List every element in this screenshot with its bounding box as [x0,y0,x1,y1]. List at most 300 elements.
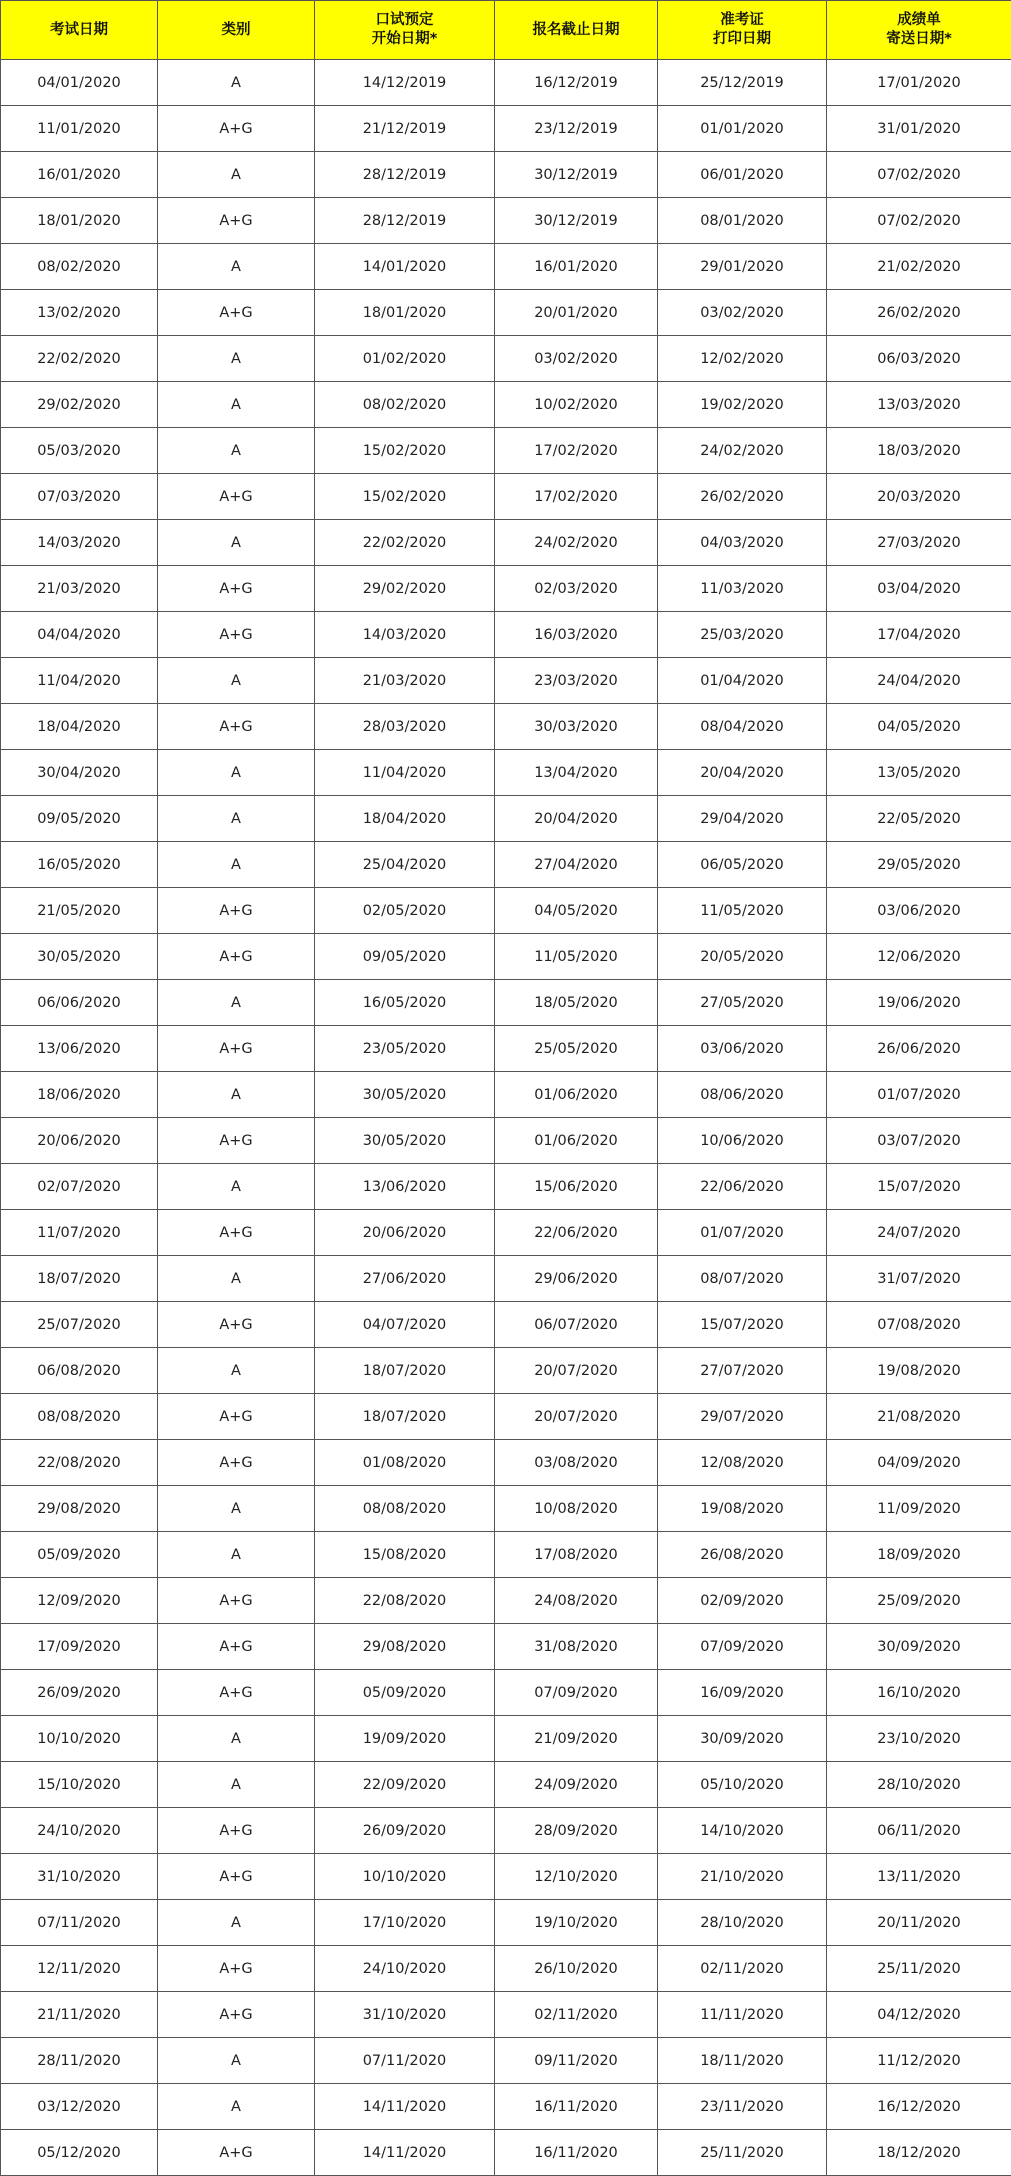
cell-category: A+G [158,1854,315,1900]
table-row [1,934,1011,980]
cell-exam-date: 04/04/2020 [1,612,158,658]
cell-admission-ticket-print-date: 23/11/2020 [658,2084,827,2130]
table-row [1,1210,1011,1256]
cell-registration-deadline: 30/12/2019 [495,152,658,198]
cell-speaking-start-date: 23/05/2020 [315,1026,495,1072]
cell-transcript-mailing-date: 28/10/2020 [827,1762,1011,1808]
cell-transcript-mailing-date: 27/03/2020 [827,520,1011,566]
table-row [1,474,1011,520]
cell-transcript-mailing-date: 29/05/2020 [827,842,1011,888]
cell-speaking-start-date: 08/02/2020 [315,382,495,428]
cell-registration-deadline: 03/08/2020 [495,1440,658,1486]
cell-speaking-start-date: 29/08/2020 [315,1624,495,1670]
cell-speaking-start-date: 24/10/2020 [315,1946,495,1992]
cell-transcript-mailing-date: 06/11/2020 [827,1808,1011,1854]
cell-exam-date: 13/06/2020 [1,1026,158,1072]
cell-speaking-start-date: 10/10/2020 [315,1854,495,1900]
cell-transcript-mailing-date: 26/06/2020 [827,1026,1011,1072]
table-row [1,1118,1011,1164]
cell-category: A [158,1486,315,1532]
cell-speaking-start-date: 11/04/2020 [315,750,495,796]
cell-admission-ticket-print-date: 26/08/2020 [658,1532,827,1578]
cell-exam-date: 09/05/2020 [1,796,158,842]
cell-speaking-start-date: 15/02/2020 [315,474,495,520]
cell-registration-deadline: 22/06/2020 [495,1210,658,1256]
cell-registration-deadline: 16/03/2020 [495,612,658,658]
cell-admission-ticket-print-date: 27/07/2020 [658,1348,827,1394]
cell-registration-deadline: 19/10/2020 [495,1900,658,1946]
cell-exam-date: 10/10/2020 [1,1716,158,1762]
cell-registration-deadline: 17/02/2020 [495,474,658,520]
cell-transcript-mailing-date: 25/09/2020 [827,1578,1011,1624]
cell-speaking-start-date: 14/12/2019 [315,60,495,106]
cell-exam-date: 11/04/2020 [1,658,158,704]
cell-registration-deadline: 16/01/2020 [495,244,658,290]
table-row [1,336,1011,382]
cell-exam-date: 22/02/2020 [1,336,158,382]
cell-exam-date: 02/07/2020 [1,1164,158,1210]
table-header [1,1,1011,60]
cell-category: A+G [158,612,315,658]
cell-exam-date: 06/08/2020 [1,1348,158,1394]
cell-registration-deadline: 17/08/2020 [495,1532,658,1578]
cell-transcript-mailing-date: 23/10/2020 [827,1716,1011,1762]
header-label-line: 准考证 [662,11,822,30]
header-label-line: 考试日期 [5,21,153,40]
cell-transcript-mailing-date: 04/12/2020 [827,1992,1011,2038]
cell-category: A [158,980,315,1026]
header-label-line: 口试预定 [319,11,490,30]
cell-admission-ticket-print-date: 08/07/2020 [658,1256,827,1302]
cell-exam-date: 20/06/2020 [1,1118,158,1164]
cell-exam-date: 16/01/2020 [1,152,158,198]
cell-transcript-mailing-date: 16/10/2020 [827,1670,1011,1716]
header-label-line: 打印日期 [662,30,822,49]
cell-transcript-mailing-date: 18/03/2020 [827,428,1011,474]
cell-speaking-start-date: 18/07/2020 [315,1348,495,1394]
cell-speaking-start-date: 18/04/2020 [315,796,495,842]
header-label-line: 寄送日期* [831,30,1007,49]
cell-registration-deadline: 09/11/2020 [495,2038,658,2084]
cell-transcript-mailing-date: 18/12/2020 [827,2130,1011,2176]
cell-transcript-mailing-date: 13/03/2020 [827,382,1011,428]
table-row [1,152,1011,198]
cell-admission-ticket-print-date: 11/11/2020 [658,1992,827,2038]
cell-exam-date: 11/01/2020 [1,106,158,152]
cell-category: A+G [158,1946,315,1992]
cell-category: A+G [158,934,315,980]
cell-admission-ticket-print-date: 05/10/2020 [658,1762,827,1808]
cell-transcript-mailing-date: 11/09/2020 [827,1486,1011,1532]
cell-exam-date: 11/07/2020 [1,1210,158,1256]
cell-admission-ticket-print-date: 29/01/2020 [658,244,827,290]
cell-speaking-start-date: 21/03/2020 [315,658,495,704]
cell-exam-date: 26/09/2020 [1,1670,158,1716]
cell-registration-deadline: 30/03/2020 [495,704,658,750]
cell-transcript-mailing-date: 07/08/2020 [827,1302,1011,1348]
cell-exam-date: 24/10/2020 [1,1808,158,1854]
cell-registration-deadline: 16/11/2020 [495,2084,658,2130]
cell-admission-ticket-print-date: 15/07/2020 [658,1302,827,1348]
cell-registration-deadline: 17/02/2020 [495,428,658,474]
cell-category: A [158,750,315,796]
cell-exam-date: 18/04/2020 [1,704,158,750]
table-row [1,244,1011,290]
cell-transcript-mailing-date: 11/12/2020 [827,2038,1011,2084]
cell-category: A+G [158,1394,315,1440]
cell-transcript-mailing-date: 26/02/2020 [827,290,1011,336]
cell-exam-date: 08/02/2020 [1,244,158,290]
cell-registration-deadline: 24/08/2020 [495,1578,658,1624]
cell-category: A [158,336,315,382]
cell-category: A [158,428,315,474]
cell-category: A+G [158,198,315,244]
cell-transcript-mailing-date: 24/07/2020 [827,1210,1011,1256]
cell-admission-ticket-print-date: 08/04/2020 [658,704,827,750]
cell-category: A [158,842,315,888]
cell-speaking-start-date: 30/05/2020 [315,1072,495,1118]
cell-category: A+G [158,1440,315,1486]
table-row [1,520,1011,566]
header-admission-ticket-print-date [658,1,827,60]
table-row [1,1578,1011,1624]
cell-exam-date: 29/02/2020 [1,382,158,428]
cell-speaking-start-date: 07/11/2020 [315,2038,495,2084]
cell-admission-ticket-print-date: 28/10/2020 [658,1900,827,1946]
cell-admission-ticket-print-date: 22/06/2020 [658,1164,827,1210]
cell-transcript-mailing-date: 20/11/2020 [827,1900,1011,1946]
cell-admission-ticket-print-date: 29/04/2020 [658,796,827,842]
cell-registration-deadline: 15/06/2020 [495,1164,658,1210]
header-row [1,1,1011,60]
cell-exam-date: 03/12/2020 [1,2084,158,2130]
cell-transcript-mailing-date: 03/07/2020 [827,1118,1011,1164]
table-row [1,1900,1011,1946]
cell-speaking-start-date: 25/04/2020 [315,842,495,888]
cell-exam-date: 05/12/2020 [1,2130,158,2176]
cell-registration-deadline: 13/04/2020 [495,750,658,796]
table-row [1,1072,1011,1118]
cell-category: A [158,152,315,198]
cell-registration-deadline: 27/04/2020 [495,842,658,888]
cell-speaking-start-date: 20/06/2020 [315,1210,495,1256]
cell-speaking-start-date: 28/03/2020 [315,704,495,750]
table-row [1,1532,1011,1578]
cell-speaking-start-date: 14/03/2020 [315,612,495,658]
cell-category: A [158,796,315,842]
cell-admission-ticket-print-date: 08/01/2020 [658,198,827,244]
table-row [1,1992,1011,2038]
cell-speaking-start-date: 21/12/2019 [315,106,495,152]
cell-category: A+G [158,290,315,336]
cell-transcript-mailing-date: 04/05/2020 [827,704,1011,750]
cell-registration-deadline: 06/07/2020 [495,1302,658,1348]
table-row [1,1256,1011,1302]
cell-category: A [158,60,315,106]
table-row [1,2130,1011,2176]
table-row [1,1808,1011,1854]
cell-category: A+G [158,1026,315,1072]
cell-speaking-start-date: 22/09/2020 [315,1762,495,1808]
cell-transcript-mailing-date: 06/03/2020 [827,336,1011,382]
cell-registration-deadline: 16/11/2020 [495,2130,658,2176]
cell-exam-date: 12/11/2020 [1,1946,158,1992]
cell-registration-deadline: 31/08/2020 [495,1624,658,1670]
cell-transcript-mailing-date: 04/09/2020 [827,1440,1011,1486]
cell-registration-deadline: 24/09/2020 [495,1762,658,1808]
cell-admission-ticket-print-date: 01/07/2020 [658,1210,827,1256]
table-row [1,1440,1011,1486]
cell-registration-deadline: 20/04/2020 [495,796,658,842]
cell-category: A [158,520,315,566]
cell-transcript-mailing-date: 07/02/2020 [827,152,1011,198]
table-row [1,60,1011,106]
cell-transcript-mailing-date: 24/04/2020 [827,658,1011,704]
cell-category: A [158,2038,315,2084]
cell-exam-date: 07/03/2020 [1,474,158,520]
cell-category: A [158,244,315,290]
header-label-line: 开始日期* [319,30,490,49]
cell-registration-deadline: 26/10/2020 [495,1946,658,1992]
cell-registration-deadline: 30/12/2019 [495,198,658,244]
cell-exam-date: 18/07/2020 [1,1256,158,1302]
cell-admission-ticket-print-date: 11/03/2020 [658,566,827,612]
cell-category: A [158,1716,315,1762]
cell-admission-ticket-print-date: 20/05/2020 [658,934,827,980]
cell-speaking-start-date: 28/12/2019 [315,198,495,244]
cell-admission-ticket-print-date: 12/08/2020 [658,1440,827,1486]
cell-speaking-start-date: 22/02/2020 [315,520,495,566]
table-row [1,658,1011,704]
cell-transcript-mailing-date: 13/05/2020 [827,750,1011,796]
cell-category: A+G [158,888,315,934]
cell-admission-ticket-print-date: 25/12/2019 [658,60,827,106]
table-row [1,980,1011,1026]
cell-registration-deadline: 20/01/2020 [495,290,658,336]
cell-exam-date: 08/08/2020 [1,1394,158,1440]
cell-admission-ticket-print-date: 03/02/2020 [658,290,827,336]
cell-speaking-start-date: 17/10/2020 [315,1900,495,1946]
table-row [1,612,1011,658]
cell-category: A+G [158,2130,315,2176]
header-transcript-mailing-date [827,1,1011,60]
header-label-line: 类别 [162,21,310,40]
cell-admission-ticket-print-date: 25/11/2020 [658,2130,827,2176]
cell-speaking-start-date: 04/07/2020 [315,1302,495,1348]
table-row [1,428,1011,474]
cell-registration-deadline: 25/05/2020 [495,1026,658,1072]
cell-transcript-mailing-date: 03/04/2020 [827,566,1011,612]
table-row [1,1394,1011,1440]
cell-transcript-mailing-date: 15/07/2020 [827,1164,1011,1210]
cell-category: A [158,1072,315,1118]
table-row [1,1716,1011,1762]
table-row [1,796,1011,842]
cell-registration-deadline: 12/10/2020 [495,1854,658,1900]
cell-transcript-mailing-date: 25/11/2020 [827,1946,1011,1992]
table-row [1,1854,1011,1900]
cell-category: A+G [158,1624,315,1670]
cell-admission-ticket-print-date: 10/06/2020 [658,1118,827,1164]
cell-registration-deadline: 21/09/2020 [495,1716,658,1762]
cell-transcript-mailing-date: 03/06/2020 [827,888,1011,934]
cell-admission-ticket-print-date: 30/09/2020 [658,1716,827,1762]
table-row [1,1302,1011,1348]
cell-registration-deadline: 10/02/2020 [495,382,658,428]
cell-registration-deadline: 03/02/2020 [495,336,658,382]
cell-transcript-mailing-date: 30/09/2020 [827,1624,1011,1670]
cell-registration-deadline: 28/09/2020 [495,1808,658,1854]
cell-exam-date: 21/11/2020 [1,1992,158,2038]
cell-transcript-mailing-date: 01/07/2020 [827,1072,1011,1118]
cell-transcript-mailing-date: 17/04/2020 [827,612,1011,658]
cell-admission-ticket-print-date: 29/07/2020 [658,1394,827,1440]
cell-admission-ticket-print-date: 02/11/2020 [658,1946,827,1992]
table-row [1,106,1011,152]
table-row [1,842,1011,888]
cell-transcript-mailing-date: 18/09/2020 [827,1532,1011,1578]
cell-speaking-start-date: 26/09/2020 [315,1808,495,1854]
cell-registration-deadline: 24/02/2020 [495,520,658,566]
cell-category: A+G [158,106,315,152]
cell-speaking-start-date: 18/01/2020 [315,290,495,336]
table-row [1,704,1011,750]
cell-registration-deadline: 23/12/2019 [495,106,658,152]
cell-category: A+G [158,1578,315,1624]
header-label-line: 成绩单 [831,11,1007,30]
cell-admission-ticket-print-date: 20/04/2020 [658,750,827,796]
cell-exam-date: 18/01/2020 [1,198,158,244]
cell-exam-date: 17/09/2020 [1,1624,158,1670]
cell-admission-ticket-print-date: 12/02/2020 [658,336,827,382]
cell-admission-ticket-print-date: 08/06/2020 [658,1072,827,1118]
cell-admission-ticket-print-date: 21/10/2020 [658,1854,827,1900]
cell-admission-ticket-print-date: 01/04/2020 [658,658,827,704]
table-row [1,2038,1011,2084]
cell-category: A+G [158,1808,315,1854]
cell-admission-ticket-print-date: 24/02/2020 [658,428,827,474]
table-row [1,1762,1011,1808]
cell-exam-date: 29/08/2020 [1,1486,158,1532]
cell-registration-deadline: 07/09/2020 [495,1670,658,1716]
cell-speaking-start-date: 30/05/2020 [315,1118,495,1164]
table-row [1,290,1011,336]
cell-admission-ticket-print-date: 19/02/2020 [658,382,827,428]
table-row [1,566,1011,612]
cell-exam-date: 31/10/2020 [1,1854,158,1900]
cell-transcript-mailing-date: 20/03/2020 [827,474,1011,520]
cell-category: A+G [158,1992,315,2038]
table-row [1,1946,1011,1992]
table-row [1,1670,1011,1716]
cell-admission-ticket-print-date: 16/09/2020 [658,1670,827,1716]
cell-speaking-start-date: 09/05/2020 [315,934,495,980]
cell-speaking-start-date: 18/07/2020 [315,1394,495,1440]
header-exam-date [1,1,158,60]
cell-exam-date: 06/06/2020 [1,980,158,1026]
cell-category: A+G [158,1670,315,1716]
table-row [1,1624,1011,1670]
cell-admission-ticket-print-date: 11/05/2020 [658,888,827,934]
cell-exam-date: 21/05/2020 [1,888,158,934]
table-row [1,1026,1011,1072]
cell-category: A+G [158,566,315,612]
cell-speaking-start-date: 02/05/2020 [315,888,495,934]
cell-category: A [158,1900,315,1946]
cell-transcript-mailing-date: 19/06/2020 [827,980,1011,1026]
header-label-line: 报名截止日期 [499,21,653,40]
table-row [1,198,1011,244]
cell-speaking-start-date: 14/11/2020 [315,2130,495,2176]
cell-category: A+G [158,1302,315,1348]
cell-speaking-start-date: 29/02/2020 [315,566,495,612]
cell-category: A [158,1532,315,1578]
cell-transcript-mailing-date: 16/12/2020 [827,2084,1011,2130]
cell-admission-ticket-print-date: 01/01/2020 [658,106,827,152]
cell-speaking-start-date: 14/11/2020 [315,2084,495,2130]
cell-registration-deadline: 20/07/2020 [495,1394,658,1440]
cell-exam-date: 30/05/2020 [1,934,158,980]
cell-transcript-mailing-date: 31/01/2020 [827,106,1011,152]
cell-speaking-start-date: 13/06/2020 [315,1164,495,1210]
table-row [1,2084,1011,2130]
cell-registration-deadline: 04/05/2020 [495,888,658,934]
header-speaking-start-date [315,1,495,60]
cell-registration-deadline: 11/05/2020 [495,934,658,980]
cell-admission-ticket-print-date: 02/09/2020 [658,1578,827,1624]
cell-speaking-start-date: 08/08/2020 [315,1486,495,1532]
cell-exam-date: 30/04/2020 [1,750,158,796]
cell-registration-deadline: 01/06/2020 [495,1072,658,1118]
header-registration-deadline [495,1,658,60]
cell-transcript-mailing-date: 19/08/2020 [827,1348,1011,1394]
table-row [1,1486,1011,1532]
cell-speaking-start-date: 16/05/2020 [315,980,495,1026]
cell-transcript-mailing-date: 13/11/2020 [827,1854,1011,1900]
cell-speaking-start-date: 01/08/2020 [315,1440,495,1486]
cell-category: A+G [158,1210,315,1256]
table-row [1,1164,1011,1210]
cell-speaking-start-date: 01/02/2020 [315,336,495,382]
cell-exam-date: 12/09/2020 [1,1578,158,1624]
table-row [1,382,1011,428]
cell-speaking-start-date: 15/02/2020 [315,428,495,474]
cell-exam-date: 16/05/2020 [1,842,158,888]
cell-exam-date: 04/01/2020 [1,60,158,106]
cell-category: A [158,1256,315,1302]
cell-exam-date: 15/10/2020 [1,1762,158,1808]
cell-registration-deadline: 29/06/2020 [495,1256,658,1302]
cell-speaking-start-date: 31/10/2020 [315,1992,495,2038]
cell-admission-ticket-print-date: 14/10/2020 [658,1808,827,1854]
cell-category: A [158,1164,315,1210]
cell-speaking-start-date: 05/09/2020 [315,1670,495,1716]
cell-exam-date: 21/03/2020 [1,566,158,612]
cell-admission-ticket-print-date: 06/01/2020 [658,152,827,198]
cell-registration-deadline: 23/03/2020 [495,658,658,704]
cell-exam-date: 05/09/2020 [1,1532,158,1578]
cell-transcript-mailing-date: 22/05/2020 [827,796,1011,842]
cell-exam-date: 14/03/2020 [1,520,158,566]
cell-exam-date: 22/08/2020 [1,1440,158,1486]
cell-admission-ticket-print-date: 04/03/2020 [658,520,827,566]
table-row [1,750,1011,796]
cell-registration-deadline: 10/08/2020 [495,1486,658,1532]
table-row [1,888,1011,934]
cell-admission-ticket-print-date: 25/03/2020 [658,612,827,658]
cell-category: A [158,1762,315,1808]
cell-registration-deadline: 20/07/2020 [495,1348,658,1394]
